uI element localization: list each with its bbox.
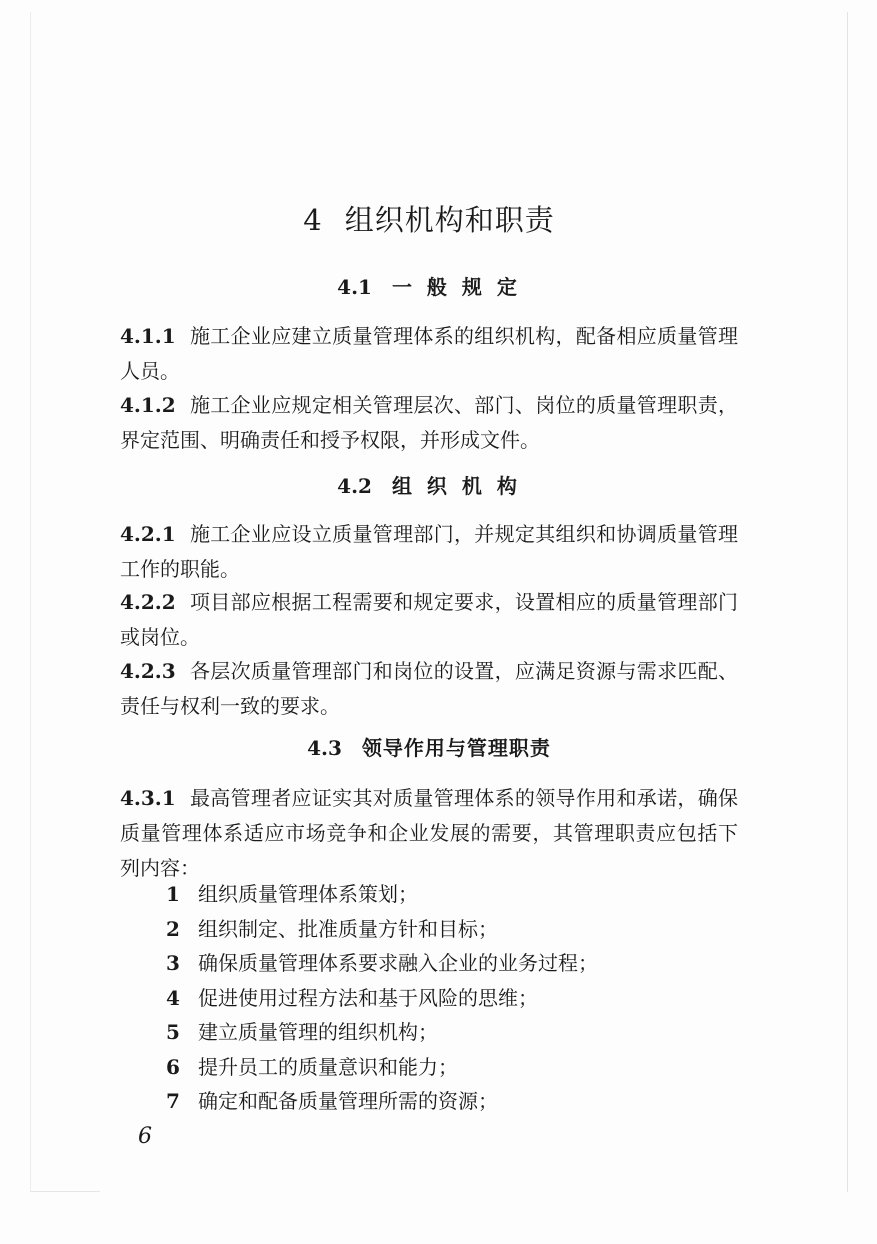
- page-edge-right: [847, 12, 848, 1192]
- item-text: 组织制定、批准质量方针和目标；: [198, 916, 498, 941]
- section-title-4-3: [120, 734, 738, 762]
- section-title-text: 领导作用与管理职责: [361, 736, 551, 760]
- clause-number: 4.1.1: [120, 324, 176, 348]
- clause-number: 4.2.3: [120, 659, 176, 683]
- list-item: [166, 946, 726, 981]
- page-edge-bottom: [30, 1191, 100, 1192]
- clause-4-2-3: [120, 654, 738, 724]
- chapter-title-text: 组织机构和职责: [344, 203, 555, 237]
- clause-number: 4.1.2: [120, 393, 176, 417]
- clause-number: 4.2.2: [120, 590, 176, 614]
- page-number: 6: [138, 1124, 152, 1149]
- item-text: 确保质量管理体系要求融入企业的业务过程；: [198, 951, 598, 975]
- chapter-number: 4: [303, 203, 323, 237]
- list-item: [166, 912, 726, 947]
- section-title-text: 组 织 机 构: [391, 474, 521, 498]
- item-number: 5: [166, 1020, 180, 1044]
- clause-number: 4.3.1: [120, 786, 176, 810]
- clause-4-2-2: [120, 585, 738, 655]
- clause-4-1-2: [120, 388, 738, 458]
- item-text: 组织质量管理体系策划；: [198, 882, 418, 906]
- item-number: 1: [166, 882, 180, 906]
- item-number: 3: [166, 951, 180, 975]
- responsibility-list: [166, 877, 726, 1119]
- list-item: [166, 877, 726, 912]
- list-item: [166, 1015, 726, 1050]
- item-text: 提升员工的质量意识和能力；: [198, 1054, 458, 1079]
- clause-number: 4.2.1: [120, 522, 176, 546]
- clause-4-1-1: [120, 319, 738, 389]
- clause-4-3-1: [120, 781, 738, 886]
- section-number: 4.3: [307, 736, 342, 760]
- item-text: 建立质量管理的组织机构；: [198, 1020, 438, 1044]
- clause-text: 施工企业应设立质量管理部门，并规定其组织和协调质量管理工作的职能。: [120, 522, 738, 581]
- chapter-title: [120, 200, 738, 240]
- page-edge-left: [30, 12, 31, 1192]
- clause-4-2-1: [120, 517, 738, 587]
- section-number: 4.1: [337, 275, 372, 299]
- section-title-4-2: [120, 472, 738, 500]
- clause-text: 各层次质量管理部门和岗位的设置，应满足资源与需求匹配、责任与权利一致的要求。: [120, 659, 738, 718]
- clause-text: 最高管理者应证实其对质量管理体系的领导作用和承诺，确保质量管理体系适应市场竞争和企业发展的需要，其管理职责应包括下列内容：: [120, 786, 738, 880]
- item-number: 6: [166, 1054, 180, 1079]
- section-number: 4.2: [337, 474, 372, 498]
- section-title-4-1: [120, 273, 738, 301]
- item-text: 确定和配备质量管理所需的资源；: [198, 1089, 498, 1113]
- item-number: 4: [166, 985, 180, 1010]
- item-number: 2: [166, 916, 180, 941]
- item-number: 7: [166, 1089, 180, 1113]
- clause-text: 施工企业应规定相关管理层次、部门、岗位的质量管理职责，界定范围、明确责任和授予权限，并形成文件。: [120, 393, 738, 452]
- list-item: [166, 1050, 726, 1085]
- section-title-text: 一 般 规 定: [391, 275, 521, 299]
- list-item: [166, 981, 726, 1016]
- list-item: [166, 1084, 726, 1119]
- item-text: 促进使用过程方法和基于风险的思维；: [198, 985, 538, 1010]
- clause-text: 项目部应根据工程需要和规定要求，设置相应的质量管理部门或岗位。: [120, 590, 738, 649]
- clause-text: 施工企业应建立质量管理体系的组织机构，配备相应质量管理人员。: [120, 324, 738, 383]
